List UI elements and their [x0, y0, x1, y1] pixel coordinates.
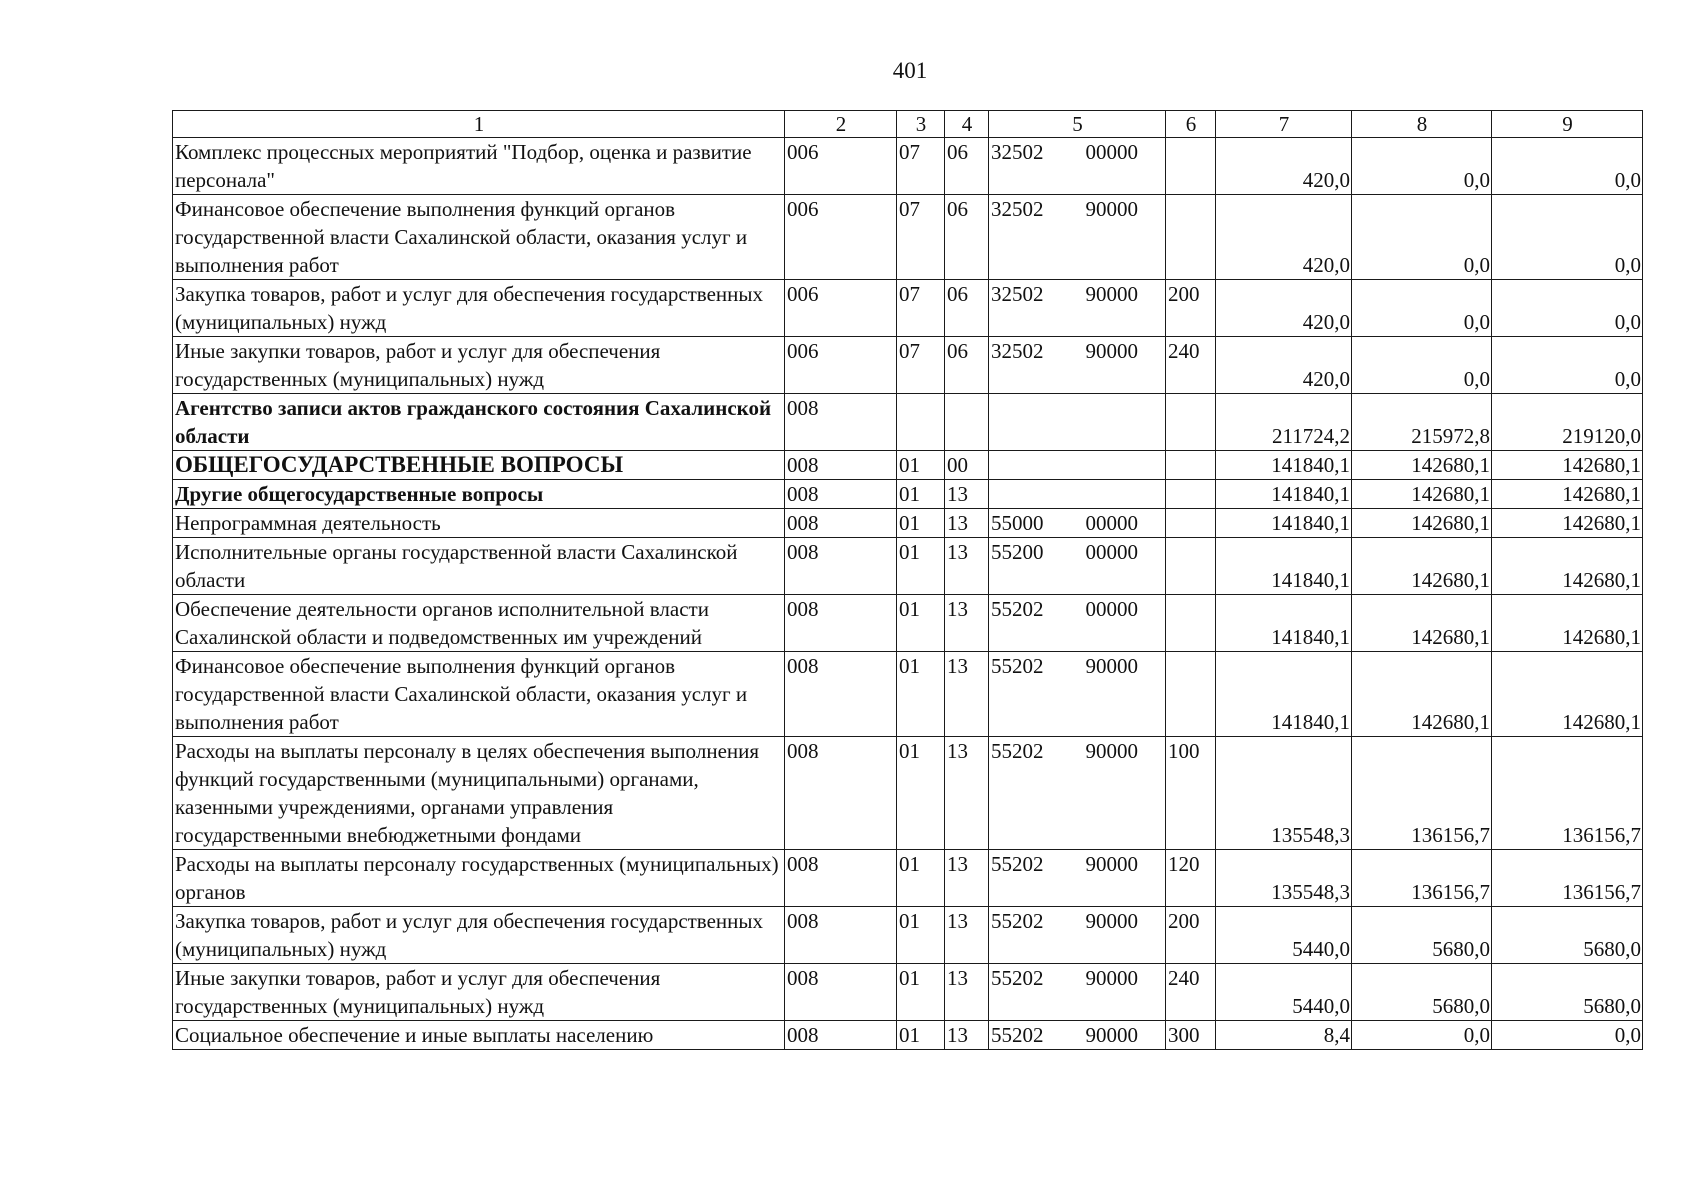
amount-col8-cell: 142680,1 [1352, 538, 1492, 595]
ministry-code-cell: 008 [785, 509, 897, 538]
expense-type-cell [1166, 138, 1216, 195]
section-code-cell: 01 [897, 451, 945, 480]
table-row [173, 964, 1643, 1021]
amount-col7-cell: 420,0 [1216, 337, 1352, 394]
subsection-code-cell: 13 [945, 737, 989, 850]
amount-col7-cell: 420,0 [1216, 138, 1352, 195]
target-article-direction-cell: 90000 [1084, 195, 1166, 280]
target-article-program-cell: 55202 [989, 964, 1084, 1021]
expense-type-cell [1166, 652, 1216, 737]
row-name-cell: Расходы на выплаты персоналу государственных (муниципальных) органов [173, 850, 785, 907]
column-header-8: 8 [1352, 111, 1492, 138]
row-name-cell: Закупка товаров, работ и услуг для обеспечения государственных (муниципальных) нужд [173, 280, 785, 337]
table-body [173, 138, 1643, 1050]
subsection-code-cell: 13 [945, 850, 989, 907]
section-code-cell: 01 [897, 737, 945, 850]
table-row [173, 907, 1643, 964]
amount-col9-cell: 142680,1 [1492, 595, 1643, 652]
amount-col9-cell: 136156,7 [1492, 737, 1643, 850]
target-article-direction-cell: 00000 [1084, 538, 1166, 595]
amount-col8-cell: 5680,0 [1352, 964, 1492, 1021]
table-row [173, 195, 1643, 280]
amount-col9-cell: 142680,1 [1492, 480, 1643, 509]
target-article-direction-cell: 90000 [1084, 652, 1166, 737]
section-code-cell: 01 [897, 652, 945, 737]
target-article-direction-cell [1084, 394, 1166, 451]
expense-type-cell [1166, 195, 1216, 280]
ministry-code-cell: 006 [785, 337, 897, 394]
ministry-code-cell: 008 [785, 850, 897, 907]
amount-col8-cell: 142680,1 [1352, 652, 1492, 737]
amount-col9-cell: 0,0 [1492, 337, 1643, 394]
subsection-code-cell: 13 [945, 964, 989, 1021]
expense-type-cell: 240 [1166, 337, 1216, 394]
column-header-7: 7 [1216, 111, 1352, 138]
target-article-program-cell: 55202 [989, 907, 1084, 964]
target-article-program-cell [989, 451, 1084, 480]
subsection-code-cell: 00 [945, 451, 989, 480]
amount-col7-cell: 135548,3 [1216, 737, 1352, 850]
target-article-direction-cell: 90000 [1084, 1021, 1166, 1050]
target-article-program-cell: 55202 [989, 652, 1084, 737]
expense-type-cell [1166, 394, 1216, 451]
expense-type-cell: 300 [1166, 1021, 1216, 1050]
amount-col8-cell: 142680,1 [1352, 480, 1492, 509]
expense-type-cell: 200 [1166, 907, 1216, 964]
amount-col8-cell: 142680,1 [1352, 451, 1492, 480]
section-code-cell: 01 [897, 595, 945, 652]
subsection-code-cell: 13 [945, 652, 989, 737]
target-article-program-cell: 32502 [989, 138, 1084, 195]
target-article-direction-cell: 90000 [1084, 280, 1166, 337]
amount-col9-cell: 219120,0 [1492, 394, 1643, 451]
section-code-cell: 01 [897, 480, 945, 509]
table-row [173, 480, 1643, 509]
amount-col7-cell: 8,4 [1216, 1021, 1352, 1050]
expense-type-cell [1166, 480, 1216, 509]
section-code-cell: 01 [897, 964, 945, 1021]
column-header-1: 1 [173, 111, 785, 138]
amount-col7-cell: 420,0 [1216, 280, 1352, 337]
amount-col7-cell: 141840,1 [1216, 509, 1352, 538]
table-row [173, 1021, 1643, 1050]
expense-type-cell: 200 [1166, 280, 1216, 337]
amount-col9-cell: 142680,1 [1492, 509, 1643, 538]
amount-col8-cell: 215972,8 [1352, 394, 1492, 451]
subsection-code-cell: 13 [945, 538, 989, 595]
row-name-cell: Социальное обеспечение и иные выплаты населению [173, 1021, 785, 1050]
table-row [173, 451, 1643, 480]
column-number-header [173, 111, 1643, 138]
row-name-cell: Финансовое обеспечение выполнения функций органов государственной власти Сахалинской области, оказания услуг и выполнения работ [173, 652, 785, 737]
table-row [173, 652, 1643, 737]
ministry-code-cell: 008 [785, 480, 897, 509]
amount-col9-cell: 0,0 [1492, 138, 1643, 195]
target-article-program-cell: 55202 [989, 850, 1084, 907]
amount-col9-cell: 0,0 [1492, 280, 1643, 337]
row-name-cell: Непрограммная деятельность [173, 509, 785, 538]
table-row [173, 394, 1643, 451]
table-row [173, 850, 1643, 907]
target-article-program-cell: 55200 [989, 538, 1084, 595]
ministry-code-cell: 006 [785, 195, 897, 280]
row-name-cell: Финансовое обеспечение выполнения функций органов государственной власти Сахалинской области, оказания услуг и выполнения работ [173, 195, 785, 280]
amount-col9-cell: 136156,7 [1492, 850, 1643, 907]
amount-col8-cell: 0,0 [1352, 138, 1492, 195]
section-code-cell: 01 [897, 1021, 945, 1050]
amount-col7-cell: 5440,0 [1216, 964, 1352, 1021]
ministry-code-cell: 008 [785, 538, 897, 595]
table-row [173, 737, 1643, 850]
column-header-5: 5 [989, 111, 1166, 138]
subsection-code-cell: 06 [945, 337, 989, 394]
amount-col8-cell: 0,0 [1352, 337, 1492, 394]
amount-col7-cell: 135548,3 [1216, 850, 1352, 907]
amount-col7-cell: 141840,1 [1216, 595, 1352, 652]
section-code-cell: 07 [897, 138, 945, 195]
section-code-cell: 01 [897, 538, 945, 595]
column-header-6: 6 [1166, 111, 1216, 138]
target-article-direction-cell: 90000 [1084, 850, 1166, 907]
expense-type-cell: 240 [1166, 964, 1216, 1021]
page-number: 401 [892, 58, 928, 83]
amount-col8-cell: 5680,0 [1352, 907, 1492, 964]
row-name-cell: Обеспечение деятельности органов исполнительной власти Сахалинской области и подведомственных им учреждений [173, 595, 785, 652]
amount-col8-cell: 142680,1 [1352, 509, 1492, 538]
budget-table [172, 110, 1643, 1050]
amount-col8-cell: 136156,7 [1352, 850, 1492, 907]
column-header-4: 4 [945, 111, 989, 138]
ministry-code-cell: 008 [785, 907, 897, 964]
ministry-code-cell: 008 [785, 964, 897, 1021]
target-article-direction-cell: 00000 [1084, 509, 1166, 538]
table-row [173, 280, 1643, 337]
amount-col9-cell: 5680,0 [1492, 907, 1643, 964]
expense-type-cell [1166, 538, 1216, 595]
ministry-code-cell: 008 [785, 595, 897, 652]
ministry-code-cell: 008 [785, 394, 897, 451]
expense-type-cell: 100 [1166, 737, 1216, 850]
target-article-program-cell [989, 394, 1084, 451]
table-row [173, 138, 1643, 195]
column-header-3: 3 [897, 111, 945, 138]
target-article-direction-cell: 00000 [1084, 595, 1166, 652]
expense-type-cell: 120 [1166, 850, 1216, 907]
ministry-code-cell: 008 [785, 451, 897, 480]
expense-type-cell [1166, 595, 1216, 652]
target-article-direction-cell: 90000 [1084, 907, 1166, 964]
target-article-program-cell: 32502 [989, 280, 1084, 337]
amount-col7-cell: 420,0 [1216, 195, 1352, 280]
section-code-cell: 07 [897, 195, 945, 280]
subsection-code-cell [945, 394, 989, 451]
section-code-cell: 07 [897, 280, 945, 337]
section-code-cell: 01 [897, 509, 945, 538]
column-header-9: 9 [1492, 111, 1643, 138]
target-article-program-cell: 55202 [989, 737, 1084, 850]
ministry-code-cell: 008 [785, 1021, 897, 1050]
column-header-2: 2 [785, 111, 897, 138]
section-code-cell [897, 394, 945, 451]
subsection-code-cell: 13 [945, 509, 989, 538]
amount-col7-cell: 211724,2 [1216, 394, 1352, 451]
subsection-code-cell: 06 [945, 195, 989, 280]
amount-col7-cell: 141840,1 [1216, 451, 1352, 480]
target-article-direction-cell: 90000 [1084, 964, 1166, 1021]
table-row [173, 595, 1643, 652]
row-name-cell: ОБЩЕГОСУДАРСТВЕННЫЕ ВОПРОСЫ [173, 451, 785, 480]
amount-col8-cell: 0,0 [1352, 195, 1492, 280]
subsection-code-cell: 13 [945, 907, 989, 964]
target-article-program-cell: 32502 [989, 195, 1084, 280]
amount-col7-cell: 141840,1 [1216, 652, 1352, 737]
amount-col9-cell: 0,0 [1492, 1021, 1643, 1050]
subsection-code-cell: 13 [945, 480, 989, 509]
table-row [173, 538, 1643, 595]
target-article-program-cell: 55202 [989, 1021, 1084, 1050]
table-row [173, 509, 1643, 538]
target-article-direction-cell: 00000 [1084, 138, 1166, 195]
subsection-code-cell: 06 [945, 280, 989, 337]
row-name-cell: Агентство записи актов гражданского состояния Сахалинской области [173, 394, 785, 451]
target-article-direction-cell [1084, 480, 1166, 509]
section-code-cell: 01 [897, 850, 945, 907]
ministry-code-cell: 008 [785, 737, 897, 850]
ministry-code-cell: 008 [785, 652, 897, 737]
target-article-program-cell: 55000 [989, 509, 1084, 538]
row-name-cell: Расходы на выплаты персоналу в целях обеспечения выполнения функций государственными (муниципальными) органами, казенными учреждениями, органами управления государственными внебюджетными фондами [173, 737, 785, 850]
amount-col9-cell: 0,0 [1492, 195, 1643, 280]
table-row [173, 337, 1643, 394]
amount-col8-cell: 136156,7 [1352, 737, 1492, 850]
row-name-cell: Комплекс процессных мероприятий "Подбор, оценка и развитие персонала" [173, 138, 785, 195]
row-name-cell: Другие общегосударственные вопросы [173, 480, 785, 509]
target-article-program-cell [989, 480, 1084, 509]
subsection-code-cell: 13 [945, 595, 989, 652]
expense-type-cell [1166, 451, 1216, 480]
amount-col7-cell: 141840,1 [1216, 538, 1352, 595]
target-article-direction-cell: 90000 [1084, 337, 1166, 394]
amount-col7-cell: 141840,1 [1216, 480, 1352, 509]
ministry-code-cell: 006 [785, 280, 897, 337]
row-name-cell: Закупка товаров, работ и услуг для обеспечения государственных (муниципальных) нужд [173, 907, 785, 964]
target-article-direction-cell [1084, 451, 1166, 480]
amount-col9-cell: 5680,0 [1492, 964, 1643, 1021]
amount-col8-cell: 0,0 [1352, 280, 1492, 337]
amount-col9-cell: 142680,1 [1492, 652, 1643, 737]
section-code-cell: 01 [897, 907, 945, 964]
amount-col7-cell: 5440,0 [1216, 907, 1352, 964]
subsection-code-cell: 13 [945, 1021, 989, 1050]
section-code-cell: 07 [897, 337, 945, 394]
amount-col9-cell: 142680,1 [1492, 451, 1643, 480]
expense-type-cell [1166, 509, 1216, 538]
target-article-direction-cell: 90000 [1084, 737, 1166, 850]
amount-col9-cell: 142680,1 [1492, 538, 1643, 595]
amount-col8-cell: 0,0 [1352, 1021, 1492, 1050]
ministry-code-cell: 006 [785, 138, 897, 195]
row-name-cell: Иные закупки товаров, работ и услуг для обеспечения государственных (муниципальных) нужд [173, 337, 785, 394]
row-name-cell: Исполнительные органы государственной власти Сахалинской области [173, 538, 785, 595]
target-article-program-cell: 55202 [989, 595, 1084, 652]
amount-col8-cell: 142680,1 [1352, 595, 1492, 652]
target-article-program-cell: 32502 [989, 337, 1084, 394]
row-name-cell: Иные закупки товаров, работ и услуг для обеспечения государственных (муниципальных) нужд [173, 964, 785, 1021]
subsection-code-cell: 06 [945, 138, 989, 195]
